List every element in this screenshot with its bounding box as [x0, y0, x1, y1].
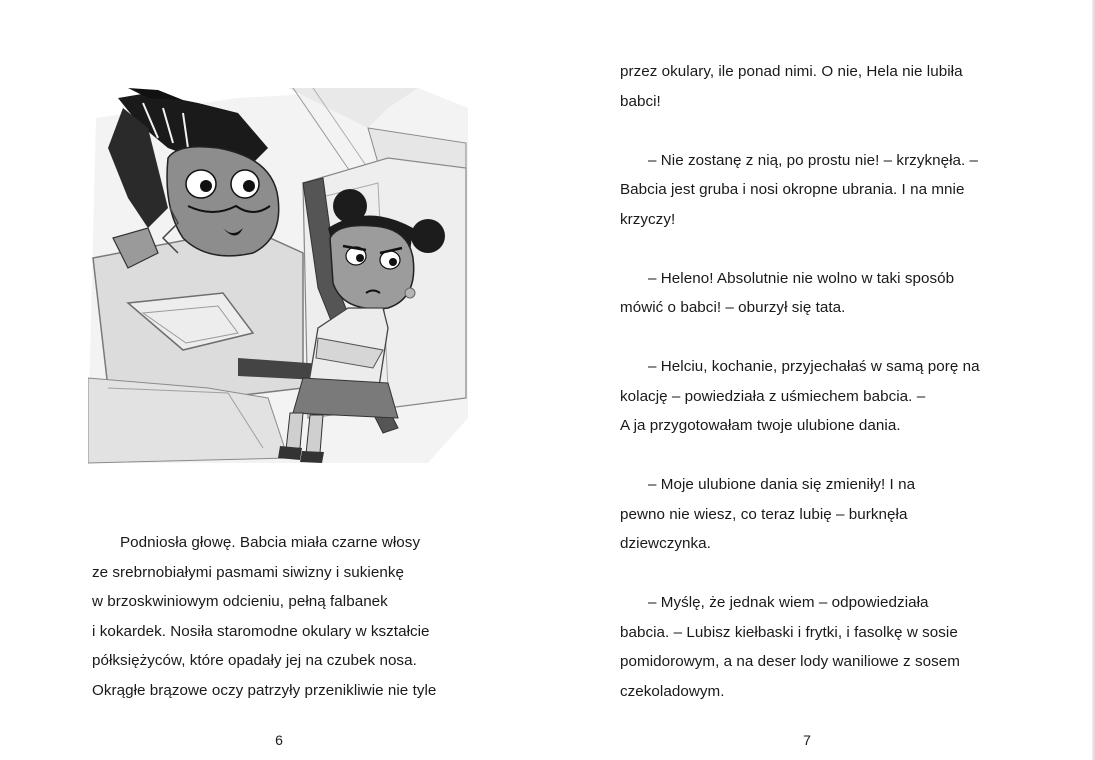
text-line: – Myślę, że jednak wiem – odpowiedziała	[648, 594, 929, 611]
text-line: krzyczy!	[620, 210, 676, 228]
text-line: mówić o babci! – oburzył się tata.	[620, 299, 846, 316]
text-line: Podniosła głowę. Babcia miała czarne włosy	[120, 534, 421, 551]
text-line: – Moje ulubione dania się zmieniły! I na	[648, 476, 916, 493]
text-line: kolację – powiedziała z uśmiechem babcia. –	[620, 387, 926, 405]
text-line: – Helciu, kochanie, przyjechałaś w samą porę na	[648, 358, 980, 375]
text-line: i kokardek. Nosiła staromodne okulary w kształcie	[92, 622, 430, 640]
right-page	[545, 0, 1092, 760]
text-line: w brzoskwiniowym odcieniu, pełną falbanek	[92, 593, 388, 610]
text-line: pewno nie wiesz, co teraz lubię – burknęła	[620, 505, 908, 523]
text-line: półksiężyców, które opadały jej na czubek nosa.	[92, 652, 417, 669]
grandma-and-girl-in-car-illustration	[88, 88, 470, 468]
paragraph-gap	[620, 234, 1020, 264]
paragraph-gap	[620, 559, 1020, 589]
paragraph-gap	[620, 441, 1020, 471]
text-line: przez okulary, ile ponad nimi. O nie, Hela nie lubiła	[620, 63, 963, 80]
text-line: A ja przygotowałam twoje ulubione dania.	[620, 417, 901, 434]
text-line: Babcia jest gruba i nosi okropne ubrania. I na mnie	[620, 181, 965, 198]
left-page	[0, 0, 545, 760]
text-line: pomidorowym, a na deser lody waniliowe z sosem	[620, 653, 960, 670]
text-line: Okrągłe brązowe oczy patrzyły przenikliwie nie tyle	[92, 681, 437, 699]
text-line: ze srebrnobiałymi pasmami siwizny i sukienkę	[92, 563, 404, 581]
text-line: – Nie zostanę z nią, po prostu nie! – krzyknęła. –	[648, 151, 979, 169]
text-line: dziewczynka.	[620, 535, 711, 552]
text-line: babci!	[620, 92, 661, 110]
paragraph-gap	[620, 116, 1020, 146]
paragraph-gap	[620, 323, 1020, 353]
left-page-text	[92, 528, 492, 705]
page-number: 7	[803, 732, 811, 748]
text-line: babcia. – Lubisz kiełbaski i frytki, i fasolkę w sosie	[620, 623, 958, 641]
right-page-text	[620, 57, 1020, 706]
text-line: czekoladowym.	[620, 682, 725, 700]
page-number: 6	[275, 732, 283, 748]
text-line: – Heleno! Absolutnie nie wolno w taki sposób	[648, 269, 955, 287]
